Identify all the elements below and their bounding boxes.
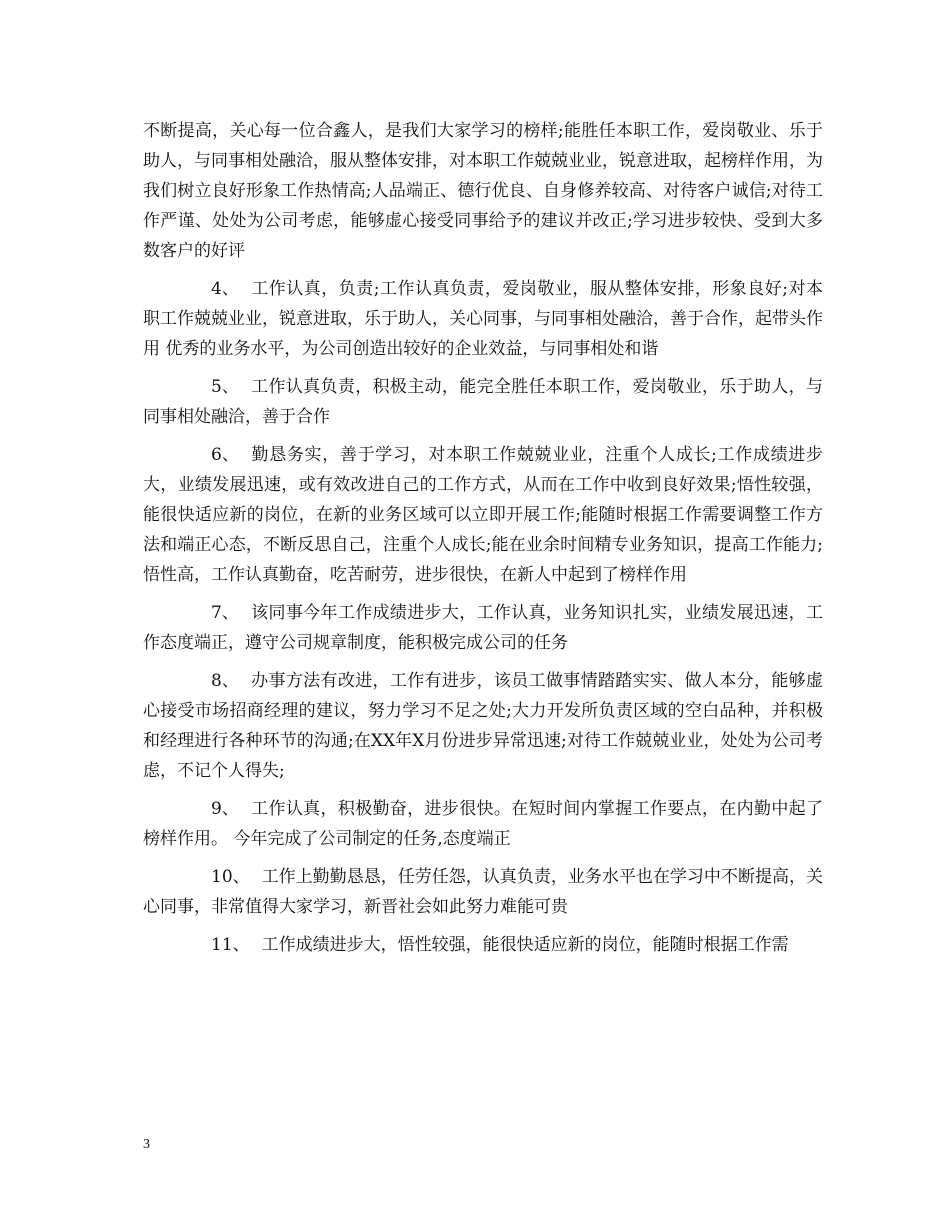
list-item bbox=[143, 862, 823, 922]
item-text: 工作认真负责，积极主动，能完全胜任本职工作，爱岗敬业，乐于助人，与同事相处融洽，善于合作 bbox=[143, 377, 823, 427]
item-number: 6、 bbox=[211, 445, 239, 465]
item-number: 4、 bbox=[211, 279, 239, 299]
item-text: 勤恳务实，善于学习，对本职工作兢兢业业，注重个人成长;工作成绩进步大，业绩发展迅速，或有效改进自己的工作方式，从而在工作中收到良好效果;悟性较强，能很快适应新的岗位，在新的业务区域可以立即开展工作;能随时根据工作需要调整工作方法和端正心态，不断反思自己，注重个人成长;能在业余时间精专业务知识，提高工作能力;悟性高，工作认真勤奋，吃苦耐劳，进步很快，在新人中起到了榜样作用 bbox=[143, 445, 823, 585]
item-number: 10、 bbox=[211, 867, 250, 887]
list-item bbox=[143, 930, 823, 960]
item-number: 5、 bbox=[211, 377, 239, 397]
list-item bbox=[143, 274, 823, 364]
item-text: 该同事今年工作成绩进步大，工作认真，业务知识扎实，业绩发展迅速，工作态度端正，遵守公司规章制度，能积极完成公司的任务 bbox=[143, 603, 823, 653]
list-item bbox=[143, 372, 823, 432]
item-text: 工作成绩进步大，悟性较强，能很快适应新的岗位，能随时根据工作需 bbox=[261, 935, 789, 955]
item-number: 8、 bbox=[211, 671, 239, 691]
item-text: 工作认真，负责;工作认真负责，爱岗敬业，服从整体安排，形象良好;对本职工作兢兢业业，锐意进取，乐于助人，关心同事，与同事相处融洽，善于合作，起带头作用 优秀的业务水平，为公司创造出较好的企业效益，与同事相处和谐 bbox=[143, 279, 823, 359]
item-text: 办事方法有改进，工作有进步，该员工做事情踏踏实实、做人本分，能够虚心接受市场招商经理的建议，努力学习不足之处;大力开发所负责区域的空白品种，并积极和经理进行各种环节的沟通;在XX年X月份进步异常迅速;对待工作兢兢业业，处处为公司考虑，不记个人得失; bbox=[143, 671, 823, 781]
intro-paragraph: 不断提高，关心每一位合鑫人，是我们大家学习的榜样;能胜任本职工作，爱岗敬业、乐于助人，与同事相处融洽，服从整体安排，对本职工作兢兢业业，锐意进取，起榜样作用，为我们树立良好形象工作热情高;人品端正、德行优良、自身修养较高、对待客户诚信;对待工作严谨、处处为公司考虑，能够虚心接受同事给予的建议并改正;学习进步较快、受到大多数客户的好评 bbox=[143, 121, 823, 261]
item-text: 工作上勤勤恳恳，任劳任怨，认真负责，业务水平也在学习中不断提高，关心同事，非常值得大家学习，新晋社会如此努力难能可贵 bbox=[143, 867, 823, 917]
item-number: 7、 bbox=[211, 603, 239, 623]
page-number: 3 bbox=[143, 1137, 150, 1152]
document-body bbox=[143, 116, 823, 968]
list-item bbox=[143, 794, 823, 854]
list-item bbox=[143, 598, 823, 658]
item-number: 9、 bbox=[211, 799, 239, 819]
list-item bbox=[143, 440, 823, 590]
item-text: 工作认真，积极勤奋，进步很快。在短时间内掌握工作要点，在内勤中起了榜样作用。 今年完成了公司制定的任务,态度端正 bbox=[143, 799, 823, 849]
item-number: 11、 bbox=[211, 935, 250, 955]
list-item bbox=[143, 666, 823, 786]
